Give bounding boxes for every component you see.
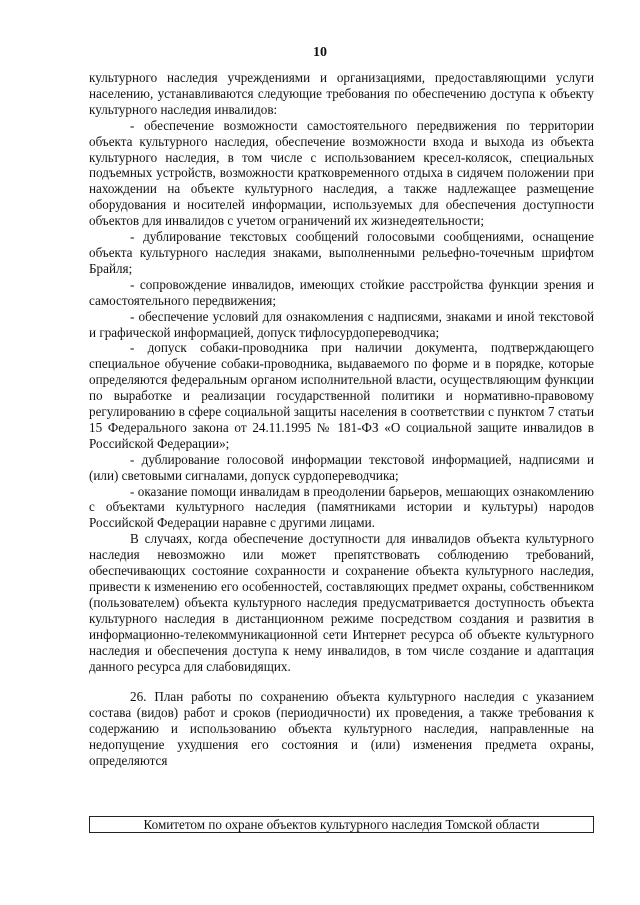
list-item-movement-access: - обеспечение возможности самостоятельного передвижения по территории объекта культурного наследия, обеспечение возможности входа и выхода из объекта культурного наследия, в том числе с использованием кресел-колясок, специальных подъемных устройств, возможности кратковременного отдыха в сидячем положении при нахождении на объекте культурного наследия, а также надлежащее размещение оборудования и носителей информации, используемых для обеспечения доступности объектов для инвалидов с учетом ограничений их жизнедеятельности; (89, 117, 594, 229)
list-item-guide-dog: - допуск собаки-проводника при наличии документа, подтверждающего специальное обучение собаки-проводника, выдаваемого по форме и в порядке, которые определяются федеральным органом исполнительной власти, осуществляющим функции по выработке и реализации государственной политики и нормативно-правовому регулированию в сфере социальной защиты населения в соответствии с пунктом 7 статьи 15 Федерального закона от 24.11.1995 № 181-ФЗ «О социальной защите инвалидов в Российской Федерации»; (89, 340, 594, 451)
list-item-tiflo-interpreter: - обеспечение условий для ознакомления с надписями, знаками и иной текстовой и графической информацией, допуск тифлосурдопереводчика; (89, 308, 594, 340)
paragraph-intro: культурного наследия учреждениями и организациями, предоставляющими услуги населению, устанавливаются следующие требования по обеспечению доступа к объекту культурного наследия инвалидов: (89, 70, 594, 117)
list-item-escort: - сопровождение инвалидов, имеющих стойкие расстройства функции зрения и самостоятельного передвижения; (89, 276, 594, 308)
page-number: 10 (313, 45, 327, 60)
paragraph-gap (89, 674, 594, 689)
authority-field: Комитетом по охране объектов культурного наследия Томской области (89, 816, 594, 833)
paragraph-work-plan: 26. План работы по сохранению объекта культурного наследия с указанием состава (видов) работ и сроков (периодичности) их проведения, а также требования к содержанию и использованию объекта культурного наследия, направленные на недопущение ухудшения его состояния и (или) изменения предмета охраны, определяются (89, 689, 594, 769)
paragraph-remote-access: В случаях, когда обеспечение доступности для инвалидов объекта культурного наследия невозможно или может препятствовать соблюдению требований, обеспечивающих состояние сохранности и сохранение объекта культурного наследия, привести к изменению его особенностей, составляющих предмет охраны, собственником (пользователем) объекта культурного наследия предусматривается доступность объекта культурного наследия в дистанционном режиме посредством создания и развития в информационно-телекоммуникационной сети Интернет ресурса об объекте культурного наследия и обеспечения доступа к нему инвалидов, в том числе создание и адаптация данного ресурса для слабовидящих. (89, 531, 594, 674)
list-item-barrier-assistance: - оказание помощи инвалидам в преодолении барьеров, мешающих ознакомлению с объектами культурного наследия (памятниками истории и культуры) народов Российской Федерации наравне с другими лицами. (89, 483, 594, 531)
document-body (89, 70, 594, 769)
list-item-braille: - дублирование текстовых сообщений голосовыми сообщениями, оснащение объекта культурного наследия знаками, выполненными рельефно-точечным шрифтом Брайля; (89, 229, 594, 276)
list-item-sign-interpreter: - дублирование голосовой информации текстовой информацией, надписями и (или) световыми сигналами, допуск сурдопереводчика; (89, 451, 594, 483)
